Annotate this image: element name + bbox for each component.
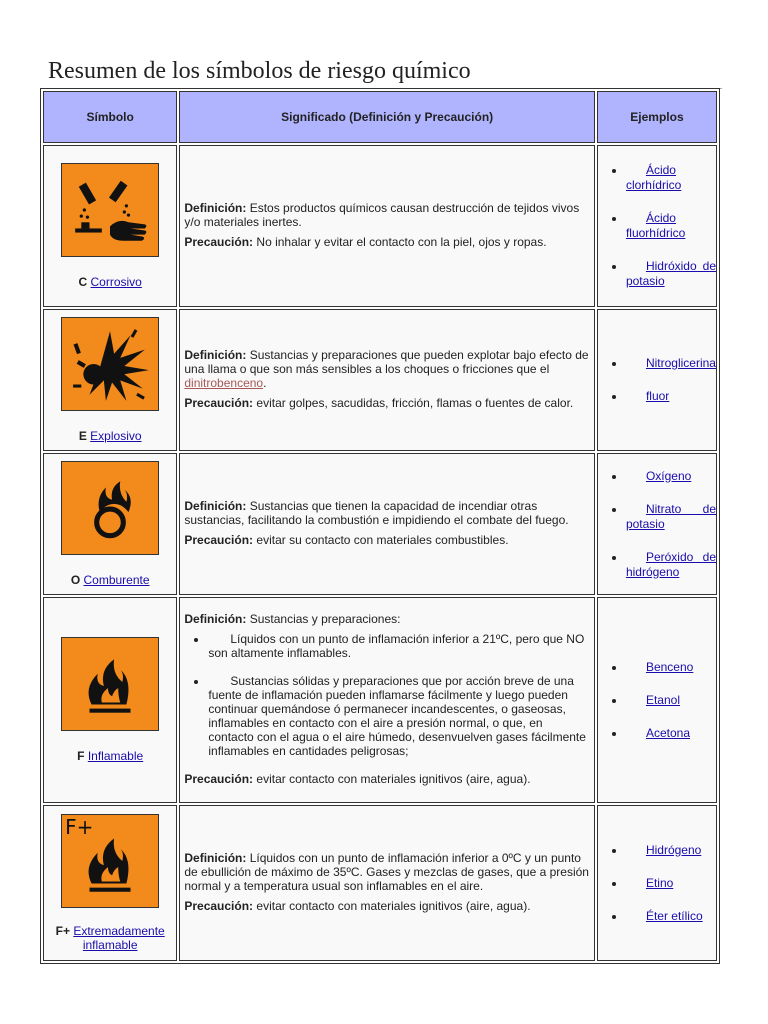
symbol-link-inflamable[interactable]: Inflamable (87, 749, 144, 763)
dinitrobenceno-link[interactable]: dinitrobenceno (184, 376, 264, 390)
precaution: Precaución: No inhalar y evitar el contacto con la piel, ojos y ropas. (184, 235, 547, 249)
example-link[interactable]: Etino (645, 875, 674, 890)
definition: Definición: Líquidos con un punto de inflamación inferior a 0ºC y un punto de ebullición de máximo de 35ºC. Gases y mezclas de gases, que a presión normal y a temperatura usual son inflamables en el aire. (184, 851, 589, 893)
list-item (626, 259, 716, 289)
table-row (43, 145, 717, 307)
symbol-label (44, 573, 176, 587)
symbol-code: E (78, 429, 87, 443)
table-row (43, 805, 717, 961)
symbol-link-extremadamente-inflamable[interactable]: Extremadamente inflamable (73, 924, 165, 952)
list-item (626, 163, 716, 193)
table-row (43, 309, 717, 451)
example-link[interactable]: fluor (645, 389, 670, 403)
list-item (626, 693, 716, 708)
example-link[interactable]: Etanol (645, 692, 680, 707)
meaning-cell (179, 453, 595, 595)
symbol-code: O (70, 573, 81, 587)
meaning-cell (179, 805, 595, 961)
list-item (626, 726, 716, 741)
list-item (626, 660, 716, 675)
list-item (626, 356, 716, 371)
page-title: Resumen de los símbolos de riesgo químico (48, 56, 722, 89)
corrosive-icon (61, 163, 159, 257)
symbol-code: F (77, 749, 85, 763)
list-item (626, 469, 716, 484)
symbol-cell (43, 309, 177, 451)
example-link[interactable]: Ácido fluorhídrico (625, 211, 686, 240)
examples-cell (597, 145, 717, 307)
header-symbol: Símbolo (43, 91, 177, 143)
symbol-label (44, 749, 176, 763)
header-meaning: Significado (Definición y Precaución) (179, 91, 595, 143)
symbol-label (44, 924, 176, 952)
table-header-row (43, 91, 717, 143)
symbol-cell (43, 597, 177, 803)
table-row (43, 453, 717, 595)
hazard-symbols-table (40, 88, 720, 964)
example-link[interactable]: Éter etílico (645, 908, 703, 923)
list-item (626, 389, 716, 404)
symbol-label (44, 429, 176, 443)
table-row (43, 597, 717, 803)
example-link[interactable]: Peróxido de hidrógeno (625, 549, 716, 579)
extremely-flammable-icon (61, 814, 159, 908)
example-link[interactable]: Nitrato de potasio (625, 501, 716, 531)
definition: Definición: Estos productos químicos causan destrucción de tejidos vivos y/o materiales inertes. (184, 201, 580, 229)
example-link[interactable]: Hidróxido de potasio (625, 259, 716, 288)
list-item (626, 550, 716, 580)
meaning-cell (179, 145, 595, 307)
meaning-cell (179, 597, 595, 803)
symbol-link-explosivo[interactable]: Explosivo (90, 429, 142, 443)
symbol-code: F+ (55, 924, 70, 938)
flammable-icon (61, 637, 159, 731)
list-item (626, 876, 716, 891)
symbol-cell (43, 145, 177, 307)
precaution: Precaución: evitar contacto con materiales ignitivos (aire, agua). (184, 899, 531, 913)
example-link[interactable]: Acetona (645, 725, 690, 740)
definition: Definición: Sustancias que tienen la capacidad de incendiar otras sustancias, facilitando la combustión e impidiendo el combate del fuego. (184, 499, 569, 527)
symbol-link-comburente[interactable]: Comburente (83, 573, 150, 587)
example-link[interactable]: Oxígeno (645, 468, 692, 483)
definition: Definición: Sustancias y preparaciones que pueden explotar bajo efecto de una llama o que son más sensibles a los choques o fricciones que el dinitrobenceno. (184, 348, 589, 390)
list-item (626, 502, 716, 532)
examples-cell (597, 453, 717, 595)
precaution: Precaución: evitar golpes, sacudidas, fricción, flamas o fuentes de calor. (184, 396, 574, 410)
precaution: Precaución: evitar contacto con materiales ignitivos (aire, agua). (184, 772, 531, 786)
examples-cell (597, 597, 717, 803)
symbol-cell (43, 805, 177, 961)
list-item (626, 843, 716, 858)
list-item (626, 909, 716, 924)
examples-cell (597, 309, 717, 451)
symbol-label (44, 275, 176, 289)
example-link[interactable]: Ácido clorhídrico (625, 163, 682, 192)
definition: Definición: Sustancias y preparaciones: (184, 612, 401, 626)
examples-cell (597, 805, 717, 961)
symbol-code: C (78, 275, 88, 289)
symbol-cell (43, 453, 177, 595)
symbol-link-corrosivo[interactable]: Corrosivo (90, 275, 142, 289)
list-item: • Líquidos con un punto de inflamación inferior a 21ºC, pero que NO son altamente inflamables. (208, 632, 590, 660)
meaning-cell (179, 309, 595, 451)
list-item (626, 211, 716, 241)
example-link[interactable]: Hidrógeno (645, 842, 702, 857)
explosive-icon (61, 317, 159, 411)
example-link[interactable]: Nitroglicerina (645, 356, 716, 370)
header-examples: Ejemplos (597, 91, 717, 143)
list-item: • Sustancias sólidas y preparaciones que por acción breve de una fuente de inflamación pueden inflamarse fácilmente y luego pueden continuar quemándose ó permanecer incandescentes, o gaseosas, inflamables en contacto con el aire a presión normal, o que, en contacto con el agua o el aire húmedo, desenvuelven gases fácilmente inflamables en cantidades peligrosas; (208, 674, 590, 758)
symbol-mark: F+ (65, 815, 94, 839)
oxidizer-icon (61, 461, 159, 555)
example-link[interactable]: Benceno (645, 659, 694, 674)
precaution: Precaución: evitar su contacto con materiales combustibles. (184, 533, 509, 547)
